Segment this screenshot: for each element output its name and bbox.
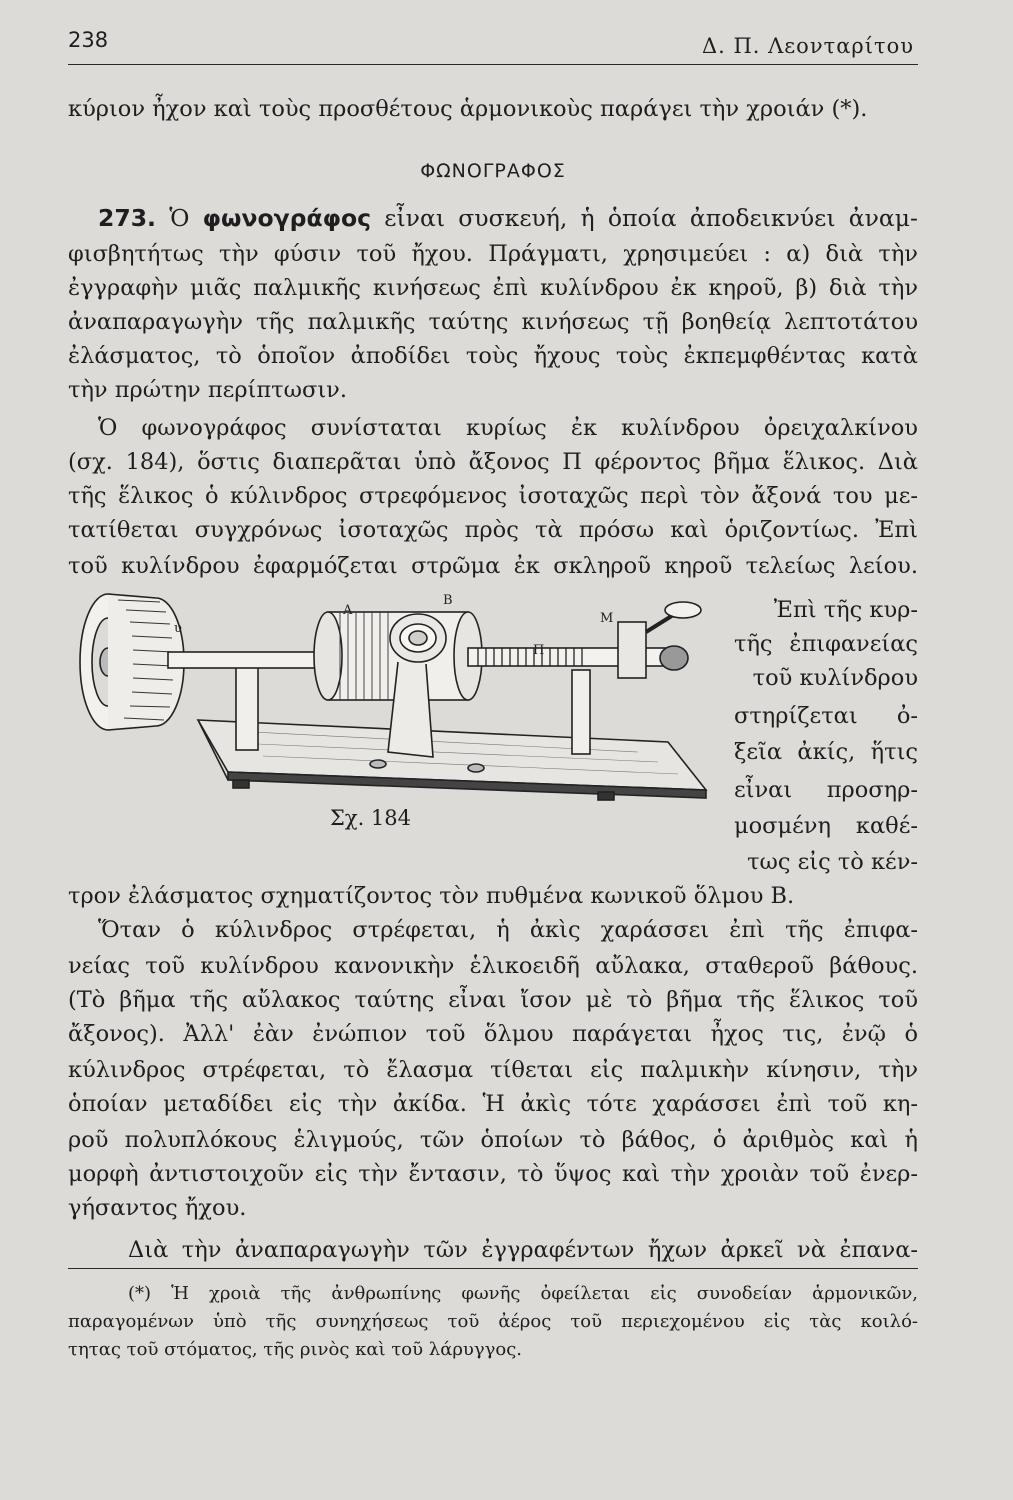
text-line: ἀναπαραγωγὴν τῆς παλμικῆς ταύτης κινήσεως τῇ βοηθείᾳ λεπτοτάτου xyxy=(68,309,918,335)
left-post xyxy=(236,662,258,750)
footnote-line: παραγομένων ὑπὸ τῆς συνηχήσεως τοῦ ἀέρος τοῦ περιεχομένου εἰς τὰς κοιλό- xyxy=(68,1311,918,1332)
text-line: νείας τοῦ κυλίνδρου κανονικὴν ἑλικοειδῆ αὔλακα, σταθεροῦ βάθους. xyxy=(68,953,918,979)
paragraph-273-first-line xyxy=(98,202,918,234)
text-line: μορφὴ ἀντιστοιχοῦν εἰς τὴν ἔντασιν, τὸ ὕψος καὶ τὴν χροιὰν τοῦ ἐνερ- xyxy=(68,1161,918,1187)
crank-hub xyxy=(618,622,646,678)
text-line: γήσαντος ἤχου. xyxy=(68,1195,247,1221)
text-line: Ὅταν ὁ κύλινδρος στρέφεται, ἡ ἀκὶς χαράσσει ἐπὶ τῆς ἐπιφα- xyxy=(98,917,918,943)
text-line: τοῦ κυλίνδρου ἐφαρμόζεται στρῶμα ἐκ σκληροῦ κηροῦ τελείως λείου. xyxy=(68,553,918,579)
label-a: Α xyxy=(343,603,353,618)
phonograph-illustration xyxy=(78,592,718,817)
running-head: Δ. Π. Λεονταρίτου xyxy=(701,34,914,58)
side-text-line: Ἐπὶ τῆς κυρ- xyxy=(773,597,918,623)
label-p: Π xyxy=(533,643,545,658)
side-text-line: ξεῖα ἀκίς, ἥτις xyxy=(734,739,918,765)
section-title: ΦΩΝΟΓΡΑΦΟΣ xyxy=(420,160,566,182)
text-fragment: εἶναι συσκευή, ἡ ὁποία ἀποδεικνύει ἀναμ- xyxy=(384,204,918,232)
paragraph-number: 273. xyxy=(98,204,156,232)
label-m: Μ xyxy=(600,611,614,626)
label-b: Β xyxy=(443,593,453,608)
page-header xyxy=(68,24,918,65)
footnote-line: (*) Ἡ χροιὰ τῆς ἀνθρωπίνης φωνῆς ὀφείλεται εἰς συνοδείαν ἁρμονικῶν, xyxy=(128,1283,918,1304)
text-line: ὁποίαν μεταδίδει εἰς τὴν ἀκίδα. Ἡ ἀκὶς τότε χαράσσει ἐπὶ τοῦ κη- xyxy=(68,1091,918,1117)
text-line: τατίθεται συγχρόνως ἰσοταχῶς πρὸς τὰ πρόσω καὶ ὁριζοντίως. Ἐπὶ xyxy=(68,517,918,543)
term-phonograph: φωνογράφος xyxy=(202,204,372,232)
crank-handle xyxy=(665,602,701,618)
side-text-line: μοσμένη καθέ- xyxy=(734,813,918,839)
text-line: ἐλάσματος, τὸ ὁποῖον ἀποδίδει τοὺς ἤχους τοὺς ἐκπεμφθέντας κατὰ xyxy=(68,343,918,369)
side-text-line: στηρίζεται ὀ- xyxy=(734,703,918,729)
side-text-line: τως εἰς τὸ κέν- xyxy=(747,849,918,875)
article: Ὁ xyxy=(169,204,190,232)
side-text-line: τῆς ἐπιφανείας xyxy=(734,631,918,657)
text-line: τρον ἐλάσματος σχηματίζοντος τὸν πυθμένα κωνικοῦ ὅλμου Β. xyxy=(68,883,795,909)
text-line: φισβητήτως τὴν φύσιν τοῦ ἤχου. Πράγματι, χρησιμεύει : α) διὰ τὴν xyxy=(68,241,918,267)
text-line: κύλινδρος στρέφεται, τὸ ἔλασμα τίθεται εἰς παλμικὴν κίνησιν, τὴν xyxy=(68,1057,918,1083)
side-text-line: τοῦ κυλίνδρου xyxy=(752,665,918,691)
text-line: Διὰ τὴν ἀναπαραγωγὴν τῶν ἐγγραφέντων ἤχων ἀρκεῖ νὰ ἐπανα- xyxy=(128,1237,918,1263)
text-line: ἐγγραφὴν μιᾶς παλμικῆς κινήσεως ἐπὶ κυλίνδρου ἐκ κηροῦ, β) διὰ τὴν xyxy=(68,275,918,301)
text-line: τῆς ἕλικος ὁ κύλινδρος στρεφόμενος ἰσοταχῶς περὶ τὸν ἄξονά του με- xyxy=(68,483,918,509)
label-u: υ xyxy=(174,621,182,636)
shaft xyxy=(168,652,328,668)
figure-caption: Σχ. 184 xyxy=(330,806,412,830)
page-number: 238 xyxy=(68,28,109,52)
footnote-rule xyxy=(68,1268,918,1269)
footnote-line: τητας τοῦ στόματος, τῆς ρινὸς καὶ τοῦ λάρυγγος. xyxy=(68,1339,523,1360)
text-line: Ὁ φωνογράφος συνίσταται κυρίως ἐκ κυλίνδρου ὀρειχαλκίνου xyxy=(98,415,918,441)
text-line: τὴν πρώτην περίπτωσιν. xyxy=(68,377,347,403)
right-post xyxy=(572,670,590,754)
text-line: (Τὸ βῆμα τῆς αὔλακος ταύτης εἶναι ἴσον μὲ τὸ βῆμα τῆς ἕλικος τοῦ xyxy=(68,987,918,1013)
text-line: ἄξονος). Ἀλλ' ἐὰν ἐνώπιον τοῦ ὅλμου παράγεται ἦχος τις, ἐνῷ ὁ xyxy=(68,1021,918,1047)
figure-184 xyxy=(78,592,718,817)
text-line: κύριον ἦχον καὶ τοὺς προσθέτους ἁρμονικοὺς παράγει τὴν χροιάν (*). xyxy=(68,96,868,122)
text-line: (σχ. 184), ὅστις διαπερᾶται ὑπὸ ἄξονος Π φέροντος βῆμα ἕλικος. Διὰ xyxy=(68,449,918,475)
text-line: ροῦ πολυπλόκους ἑλιγμούς, τῶν ὁποίων τὸ βάθος, ὁ ἀριθμὸς καὶ ἡ xyxy=(68,1127,918,1153)
side-text-line: εἶναι προσηρ- xyxy=(734,777,918,803)
